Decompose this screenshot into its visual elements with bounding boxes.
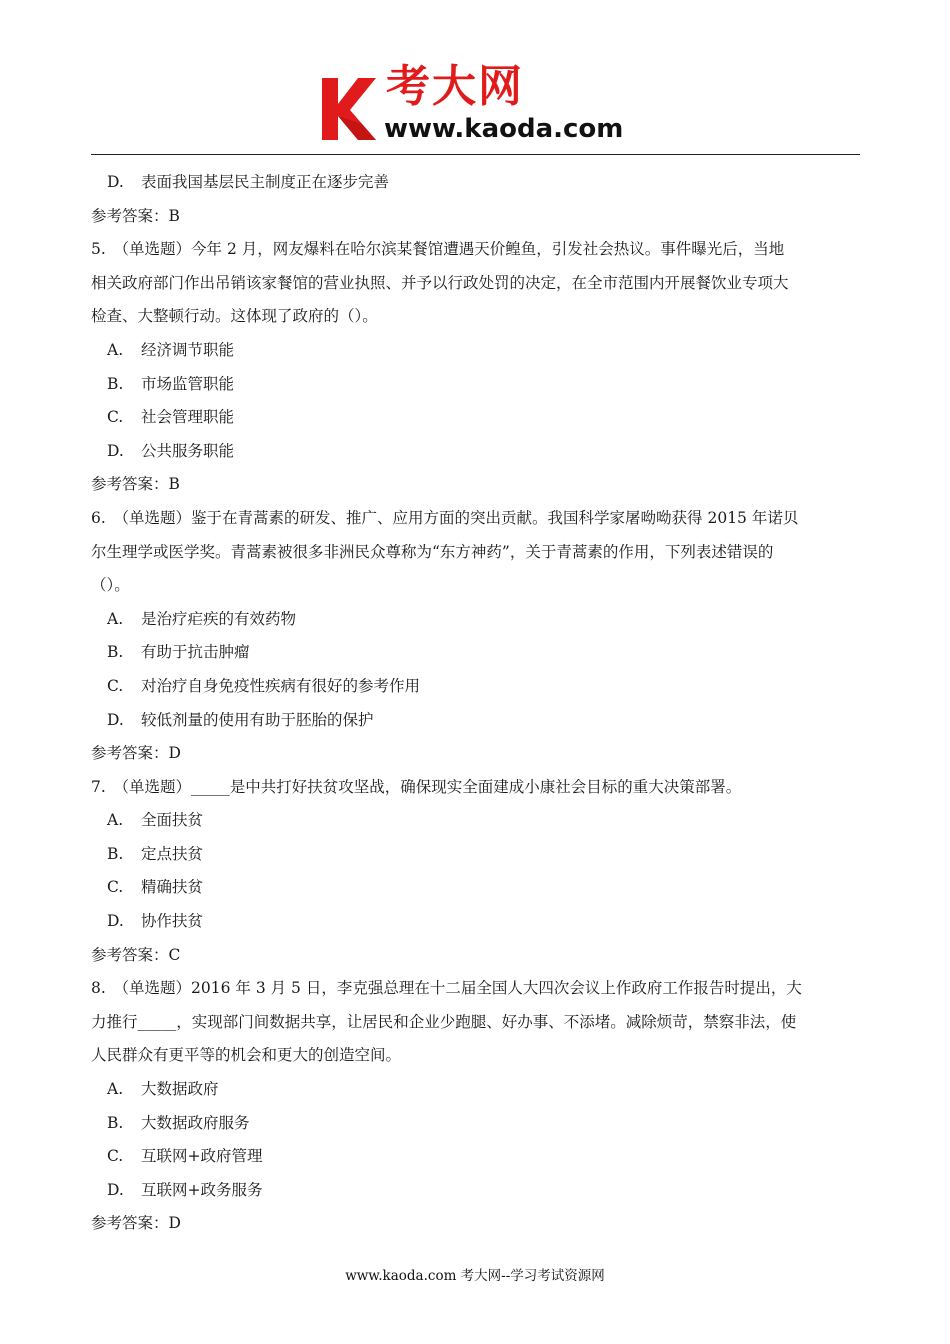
question-6-line-1: 6. （单选题）鉴于在青蒿素的研发、推广、应用方面的突出贡献。我国科学家屠呦呦获得 2015 年诺贝 (91, 508, 799, 527)
option-text: 定点扶贫 (141, 844, 204, 863)
option-c (91, 871, 860, 905)
option-letter: B. (107, 1113, 124, 1132)
option-text: 市场监管职能 (141, 374, 235, 393)
option-letter: C. (107, 408, 124, 427)
option-letter: D. (107, 710, 124, 729)
option-letter: A. (107, 1080, 124, 1099)
option-a (91, 804, 860, 838)
option-letter: D. (107, 912, 124, 931)
question-5-line-1: 5. （单选题）今年 2 月，网友爆料在哈尔滨某餐馆遭遇天价鳇鱼，引发社会热议。事件曝光后，当地 (91, 240, 785, 259)
option-text: 社会管理职能 (141, 408, 235, 427)
question-8-line-3: 人民群众有更平等的机会和更大的创造空间。 (91, 1046, 402, 1065)
question-8-line-1: 8. （单选题）2016 年 3 月 5 日，李克强总理在十二届全国人大四次会议上作政府工作报告时提出，大 (91, 979, 802, 998)
option-b (91, 1107, 860, 1141)
option-a (91, 603, 860, 637)
option-text: 精确扶贫 (141, 878, 204, 897)
option-c (91, 401, 860, 435)
option-d (91, 1174, 860, 1208)
question-7-line-1: 7. （单选题）_____是中共打好扶贫攻坚战，确保现实全面建成小康社会目标的重大决策部署。 (91, 777, 742, 796)
option-b (91, 368, 860, 402)
option-letter: C. (107, 1147, 124, 1166)
answer-line: 参考答案：D (91, 744, 181, 763)
question-content (91, 166, 860, 1241)
option-text: 是治疗疟疾的有效药物 (141, 609, 297, 628)
option-d (91, 704, 860, 738)
question-8-line-2: 力推行_____，实现部门间数据共享，让居民和企业少跑腿、好办事、不添堵。减除烦苛，禁察非法，使 (91, 1012, 797, 1031)
option-text: 对治疗自身免疫性疾病有很好的参考作用 (141, 676, 421, 695)
option-letter: B. (107, 643, 124, 662)
option-b (91, 636, 860, 670)
option-text: 公共服务职能 (141, 441, 235, 460)
option-c (91, 670, 860, 704)
option-text: 互联网+政务服务 (141, 1180, 263, 1199)
option-letter: B. (107, 844, 124, 863)
option-text: 经济调节职能 (141, 340, 235, 359)
option-letter: D. (107, 173, 124, 191)
option-text: 较低剂量的使用有助于胚胎的保护 (141, 710, 374, 729)
option-letter: C. (107, 676, 124, 695)
answer-line: 参考答案：D (91, 1214, 181, 1233)
option-text: 互联网+政府管理 (141, 1147, 263, 1166)
option-text: 全面扶贫 (141, 811, 204, 830)
option-a (91, 1073, 860, 1107)
page-footer: www.kaoda.com 考大网--学习考试资源网 (345, 1268, 605, 1284)
option-a (91, 334, 860, 368)
option-text: 表面我国基层民主制度正在逐步完善 (141, 173, 390, 191)
question-6-line-3: （）。 (91, 576, 130, 595)
option-d (91, 435, 860, 469)
question-5-line-3: 检查、大整顿行动。这体现了政府的（）。 (91, 307, 378, 326)
logo-url-text: www.kaoda.com (384, 114, 624, 144)
header-divider (91, 154, 860, 155)
kaoda-logo (318, 62, 648, 148)
question-5-line-2: 相关政府部门作出吊销该家餐馆的营业执照、并予以行政处罚的决定，在全市范围内开展餐饮业专项大 (91, 273, 789, 292)
option-d (91, 905, 860, 939)
option-letter: A. (107, 609, 124, 628)
option-d (91, 166, 860, 200)
option-b (91, 838, 860, 872)
option-letter: D. (107, 1180, 124, 1199)
option-letter: D. (107, 441, 124, 460)
option-text: 协作扶贫 (141, 912, 204, 931)
option-letter: A. (107, 340, 124, 359)
option-c (91, 1140, 860, 1174)
logo-k-icon (318, 74, 380, 144)
logo-chinese-text: 考大网 (386, 61, 524, 112)
answer-line: 参考答案：B (91, 206, 180, 225)
option-text: 有助于抗击肿瘤 (141, 643, 250, 662)
answer-line: 参考答案：B (91, 475, 180, 494)
option-letter: A. (107, 811, 124, 830)
option-letter: C. (107, 878, 124, 897)
option-text: 大数据政府服务 (141, 1113, 250, 1132)
option-text: 大数据政府 (141, 1080, 219, 1099)
question-6-line-2: 尔生理学或医学奖。青蒿素被很多非洲民众尊称为“东方神药”，关于青蒿素的作用，下列表述错误的 (91, 542, 774, 561)
option-letter: B. (107, 374, 124, 393)
answer-line: 参考答案：C (91, 945, 181, 964)
